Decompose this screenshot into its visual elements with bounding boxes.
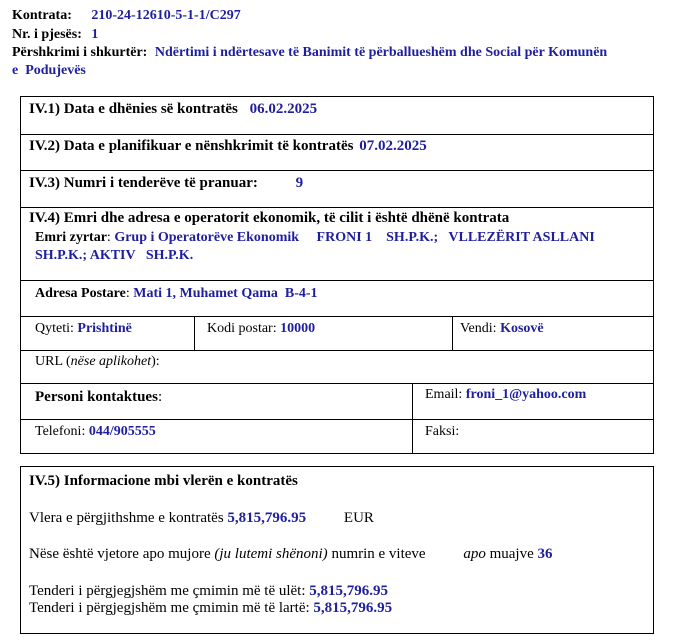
kodi-label: Kodi postar: <box>207 321 277 336</box>
iv1-row <box>29 101 317 118</box>
row-divider <box>21 316 653 317</box>
larte-value: 5,815,796.95 <box>313 600 393 616</box>
iv2-label: IV.2) Data e planifikuar e nënshkrimit të kontratës <box>29 138 354 154</box>
url-note: nëse aplikohet <box>70 354 152 369</box>
iv3-row <box>29 175 303 192</box>
row-divider <box>21 207 653 208</box>
col-divider <box>412 383 413 454</box>
email-cell <box>425 387 586 403</box>
row-divider <box>21 134 653 135</box>
larte-row <box>29 600 392 617</box>
email-label: Email: <box>425 387 463 402</box>
iv4-title: IV.4) Emri dhe adresa e operatorit ekonomik, të cilit i është dhënë kontrata <box>29 210 510 226</box>
pershkrimi-row-2 <box>12 63 86 79</box>
ulet-row <box>29 583 388 600</box>
kontrata-value: 210-24-12610-5-1-1/C297 <box>91 8 241 23</box>
kodi-cell <box>207 321 315 337</box>
iv5-title: IV.5) Informacione mbi vlerën e kontratës <box>29 473 298 489</box>
iv3-label: IV.3) Numri i tenderëve të pranuar: <box>29 175 258 191</box>
currency: EUR <box>343 510 374 526</box>
contract-details-table <box>20 96 654 454</box>
col-divider <box>452 316 453 350</box>
qyteti-value: Prishtinë <box>77 321 132 336</box>
iv2-row <box>29 138 427 155</box>
telefoni-cell <box>35 424 156 440</box>
vendi-value: Kosovë <box>500 321 544 336</box>
vjetore-row: Nëse është vjetore apo mujore (ju lutemi shënoni) numrin e viteve apo muajve 36 <box>29 546 553 562</box>
faksi-label: Faksi: <box>425 424 460 439</box>
row-divider <box>21 419 653 420</box>
iv1-value: 06.02.2025 <box>249 101 318 117</box>
emri-value: Grup i Operatorëve Ekonomik FRONI 1 SH.P.K.; VLLEZËRIT ASLLANI <box>114 230 595 245</box>
row-divider <box>21 350 653 351</box>
adresa-value: Mati 1, Muhamet Qama B-4-1 <box>133 286 318 301</box>
emri-row-2 <box>35 248 193 264</box>
personi-label: Personi kontaktues <box>35 389 158 405</box>
kontrata-label: Kontrata: <box>12 8 72 23</box>
qyteti-label: Qyteti: <box>35 321 74 336</box>
pjeses-value: 1 <box>91 27 99 42</box>
personi-row: Personi kontaktues: <box>35 389 163 405</box>
vendi-cell <box>460 321 544 337</box>
url-label-end: ): <box>151 354 160 369</box>
qyteti-cell <box>35 321 132 337</box>
row-divider <box>21 383 653 384</box>
pjeses-label: Nr. i pjesës: <box>12 27 82 42</box>
kontrata-row <box>12 8 241 24</box>
contract-value-section <box>20 466 654 634</box>
larte-label: Tenderi i përgjegjshëm me çmimin më të lartë: <box>29 600 310 616</box>
adresa-label: Adresa Postare <box>35 286 126 301</box>
row-divider <box>21 170 653 171</box>
pershkrimi-value-cont: e Podujevës <box>12 63 86 78</box>
ulet-value: 5,815,796.95 <box>309 583 389 599</box>
url-label: URL ( <box>35 354 71 369</box>
vendi-label: Vendi: <box>460 321 497 336</box>
vlera-row <box>29 510 374 527</box>
url-row <box>35 354 160 370</box>
pershkrimi-value: Ndërtimi i ndërtesave të Banimit të përballueshëm dhe Social për Komunën <box>154 45 608 60</box>
adresa-row: Adresa Postare: Mati 1, Muhamet Qama B-4-1 <box>35 286 318 301</box>
row-divider <box>21 280 653 281</box>
emri-value-cont: SH.P.K.; AKTIV SH.P.K. <box>35 248 194 263</box>
ulet-label: Tenderi i përgjegjshëm me çmimin më të ulët: <box>29 583 306 599</box>
emri-label: Emri zyrtar <box>35 230 107 245</box>
col-divider <box>194 316 195 350</box>
pershkrimi-row <box>12 45 607 61</box>
iv1-label: IV.1) Data e dhënies së kontratës <box>29 101 238 117</box>
iv3-value: 9 <box>295 175 304 191</box>
email-value: froni_1@yahoo.com <box>465 387 587 402</box>
iv2-value: 07.02.2025 <box>359 138 427 154</box>
telefoni-value: 044/905555 <box>88 424 156 439</box>
pershkrimi-label: Përshkrimi i shkurtër: <box>12 45 148 60</box>
muajve-value: 36 <box>537 546 553 562</box>
telefoni-label: Telefoni: <box>35 424 86 439</box>
pjeses-row <box>12 27 98 43</box>
vlera-value: 5,815,796.95 <box>227 510 307 526</box>
faksi-cell <box>425 424 459 440</box>
vlera-label: Vlera e përgjithshme e kontratës <box>29 510 224 526</box>
kodi-value: 10000 <box>280 321 316 336</box>
emri-row: Emri zyrtar: Grup i Operatorëve Ekonomik FRONI 1 SH.P.K.; VLLEZËRIT ASLLANI <box>35 230 595 245</box>
